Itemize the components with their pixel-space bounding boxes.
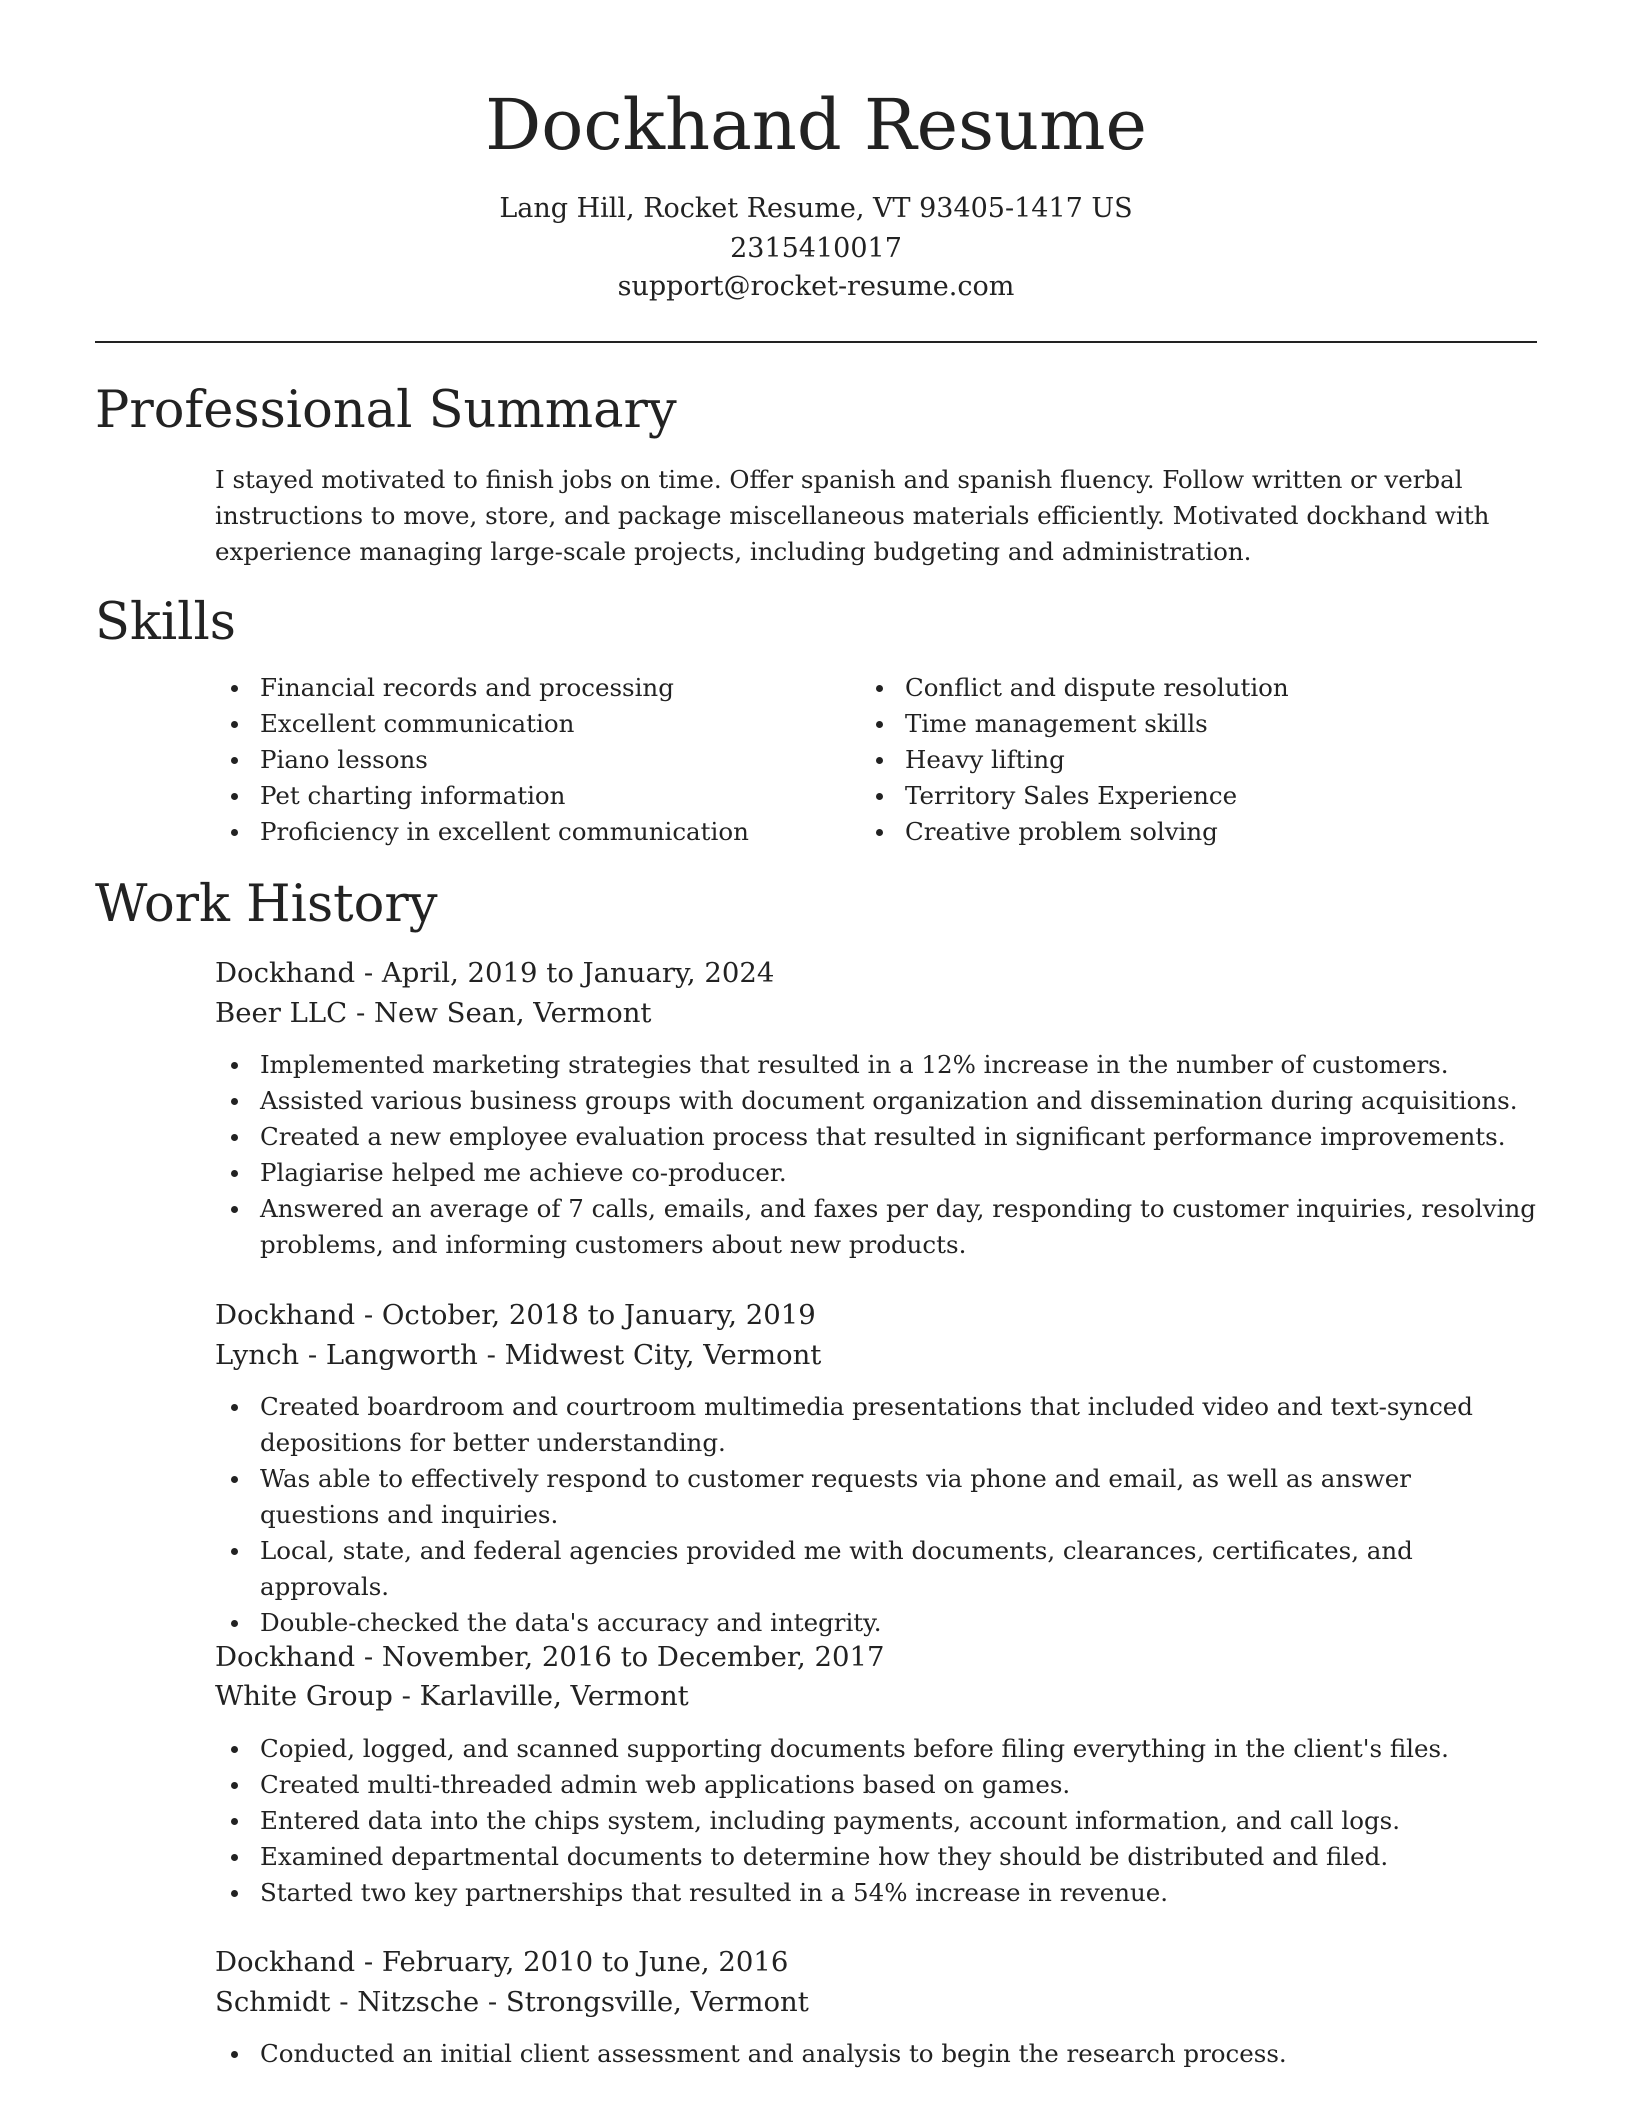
skill-item: Heavy lifting [860, 742, 1480, 778]
job-company: Beer LLC - New Sean, Vermont [215, 997, 652, 1029]
job-company: Lynch - Langworth - Midwest City, Vermont [215, 1339, 822, 1371]
job-title: Dockhand - October, 2018 to January, 2019 [215, 1299, 816, 1331]
contact-phone: 2315410017 [730, 233, 902, 264]
contact-email: support@rocket-resume.com [617, 271, 1015, 302]
list-item: Examined departmental documents to determine how they should be distributed and filed. [215, 1839, 1537, 1875]
header-divider [95, 341, 1537, 343]
job-title: Dockhand - February, 2010 to June, 2016 [215, 1946, 789, 1978]
job-bullets [215, 2036, 1537, 2072]
list-item: Created multi-threaded admin web applications based on games. [215, 1767, 1537, 1803]
skill-item: Financial records and processing [215, 670, 835, 706]
skill-item: Piano lessons [215, 742, 835, 778]
list-item: Assisted various business groups with document organization and dissemination during acquisitions. [215, 1083, 1537, 1119]
job-bullets [215, 1389, 1537, 1641]
job-bullets [215, 1047, 1537, 1263]
list-item: Local, state, and federal agencies provided me with documents, clearances, certificates, and approvals. [215, 1533, 1537, 1605]
skill-item: Creative problem solving [860, 814, 1480, 850]
summary-text: I stayed motivated to finish jobs on time. Offer spanish and spanish fluency. Follow written or verbal instructions to move, store, and package miscellaneous materials efficiently. Motivated dockhand with experience managing large-scale projects, including budgeting and administration. [215, 465, 1490, 566]
skill-item: Conflict and dispute resolution [860, 670, 1480, 706]
list-item: Conducted an initial client assessment and analysis to begin the research process. [215, 2036, 1537, 2072]
list-item: Double-checked the data's accuracy and integrity. [215, 1605, 1537, 1641]
job-company: White Group - Karlaville, Vermont [215, 1680, 689, 1712]
contact-address: Lang Hill, Rocket Resume, VT 93405-1417 US [499, 193, 1133, 224]
list-item: Implemented marketing strategies that resulted in a 12% increase in the number of customers. [215, 1047, 1537, 1083]
list-item: Created boardroom and courtroom multimedia presentations that included video and text-synced depositions for better understanding. [215, 1389, 1537, 1461]
list-item: Plagiarise helped me achieve co-producer. [215, 1155, 1537, 1191]
resume-title: Dockhand Resume [485, 84, 1147, 166]
section-title-skills: Skills [95, 593, 236, 652]
skill-item: Time management skills [860, 706, 1480, 742]
list-item: Created a new employee evaluation process that resulted in significant performance improvements. [215, 1119, 1537, 1155]
section-title-summary: Professional Summary [95, 381, 677, 440]
list-item: Copied, logged, and scanned supporting documents before filing everything in the client's files. [215, 1731, 1537, 1767]
section-title-work-history: Work History [95, 875, 438, 934]
skill-item: Excellent communication [215, 706, 835, 742]
list-item: Started two key partnerships that resulted in a 54% increase in revenue. [215, 1875, 1537, 1911]
skills-list-right [860, 670, 1480, 850]
list-item: Was able to effectively respond to customer requests via phone and email, as well as answer questions and inquiries. [215, 1461, 1537, 1533]
skill-item: Proficiency in excellent communication [215, 814, 835, 850]
job-bullets [215, 1731, 1537, 1911]
skill-item: Territory Sales Experience [860, 778, 1480, 814]
skills-list-left [215, 670, 835, 850]
list-item: Answered an average of 7 calls, emails, and faxes per day, responding to customer inquiries, resolving problems, and informing customers about new products. [215, 1191, 1537, 1263]
list-item: Entered data into the chips system, including payments, account information, and call logs. [215, 1803, 1537, 1839]
job-title: Dockhand - November, 2016 to December, 2017 [215, 1641, 885, 1673]
job-title: Dockhand - April, 2019 to January, 2024 [215, 957, 775, 989]
job-company: Schmidt - Nitzsche - Strongsville, Vermont [215, 1986, 809, 2018]
skill-item: Pet charting information [215, 778, 835, 814]
